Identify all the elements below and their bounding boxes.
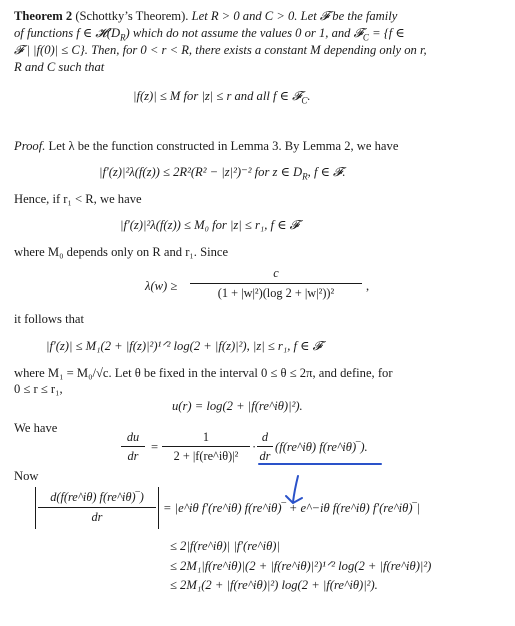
theorem-label: Theorem 2 [14, 9, 73, 23]
equation-5: u(r) = log(2 + |f(re^iθ)|²). [172, 399, 303, 413]
eq7-denominator: dr [91, 510, 103, 524]
eq1-sub: R [302, 171, 308, 182]
eq7-numerator: d(f(re^iθ) f(re^iθ)‾) [50, 490, 144, 504]
eq6-dr2: dr [259, 449, 271, 463]
proof-line-2: Hence, if r₁ < R, we have [14, 192, 142, 206]
eq6-d: d [261, 430, 269, 444]
proof-line-4: it follows that [14, 312, 84, 326]
proof-line-6: 0 ≤ r ≤ r₁, [14, 382, 63, 396]
eq7-rhs: = |e^iθ f′(re^iθ) f(re^iθ)‾ + e^−iθ f(re^iθ) f′(re^iθ)‾| [163, 501, 421, 515]
eq6-bar-3 [257, 446, 273, 447]
proof-line-3: where M₀ depends only on R and r₁. Since [14, 245, 229, 259]
annotation-underline [258, 463, 382, 465]
eq6-denominator: 2 + |f(re^iθ)|² [173, 449, 239, 463]
equation-4: |f′(z)| ≤ M₁(2 + |f(z)|²)¹ᐟ² log(2 + |f(z)|²), |z| ≤ r₁, f ∈ 𝓕 [46, 339, 322, 353]
eq6-dr: dr [127, 449, 139, 463]
eq6-one: 1 [202, 430, 210, 444]
theorem-line-3: 𝓕 | |f(0)| ≤ C}. Then, for 0 < r < R, there exists a constant M depending only on r, [14, 43, 427, 57]
eq6-du: du [126, 430, 140, 444]
display-sub: C [301, 95, 308, 106]
equation-9: ≤ 2M₁|f(re^iθ)|(2 + |f(re^iθ)|²)¹ᐟ² log(2 + |f(re^iθ)|²) [170, 559, 432, 573]
equation-3-numerator: c [273, 266, 279, 280]
theorem-text-2b: ) which do not assume the values 0 or 1, and 𝓕 [125, 26, 363, 40]
eq7-fraction-bar [38, 507, 156, 508]
theorem-display [133, 88, 311, 109]
eq6-rest: (f(re^iθ) f(re^iθ)‾). [275, 440, 368, 454]
equation-1 [99, 164, 346, 185]
eq6-bar-2 [162, 446, 250, 447]
proof-line-5: where M₁ = M₀/√c. Let θ be fixed in the interval 0 ≤ θ ≤ 2π, and define, for [14, 366, 393, 380]
equation-2: |f′(z)|²λ(f(z)) ≤ M₀ for |z| ≤ r₁, f ∈ 𝓕 [120, 218, 299, 232]
eq6-bar-1 [121, 446, 145, 447]
proof-line-7: We have [14, 421, 58, 435]
theorem-line-1 [14, 8, 397, 24]
equation-3-end: , [366, 279, 370, 293]
theorem-name: (Schottky’s Theorem). [75, 9, 189, 23]
display-end: . [307, 89, 311, 103]
eq7-abs-right [158, 487, 159, 529]
eq6-equals: = [151, 440, 159, 454]
eq7-abs-left [35, 487, 36, 529]
eq1-text: |f′(z)|²λ(f(z)) ≤ 2R²(R² − |z|²)⁻² for z ∈ D [99, 165, 303, 179]
theorem-text-2c: = {f ∈ [368, 26, 405, 40]
eq1-end: , f ∈ 𝓕. [307, 165, 346, 179]
proof-label: Proof. [14, 139, 46, 153]
equation-10: ≤ 2M₁(2 + |f(re^iθ)|²) log(2 + |f(re^iθ)|²). [170, 578, 378, 592]
sub-c: C [362, 32, 369, 43]
proof-line-8: Now [14, 469, 39, 483]
equation-3-fraction-bar [190, 283, 362, 284]
equation-8: ≤ 2|f(re^iθ)| |f′(re^iθ)| [170, 539, 280, 553]
proof-text-1: Let λ be the function constructed in Lemma 3. By Lemma 2, we have [48, 139, 399, 153]
theorem-display-text: |f(z)| ≤ M for |z| ≤ r and all f ∈ 𝓕 [133, 89, 302, 103]
proof-line-1 [14, 138, 398, 154]
sub-r: R [120, 32, 126, 43]
theorem-text-1: Let R > 0 and C > 0. Let 𝓕 be the family [191, 9, 398, 23]
equation-3-denominator: (1 + |w|²)(log 2 + |w|²))² [217, 286, 335, 300]
theorem-line-4: R and C such that [14, 60, 105, 74]
eq6-dot: · [252, 440, 257, 454]
equation-3-lhs: λ(w) ≥ [145, 279, 178, 293]
theorem-text-2: of functions f ∈ 𝓗(D [14, 26, 121, 40]
